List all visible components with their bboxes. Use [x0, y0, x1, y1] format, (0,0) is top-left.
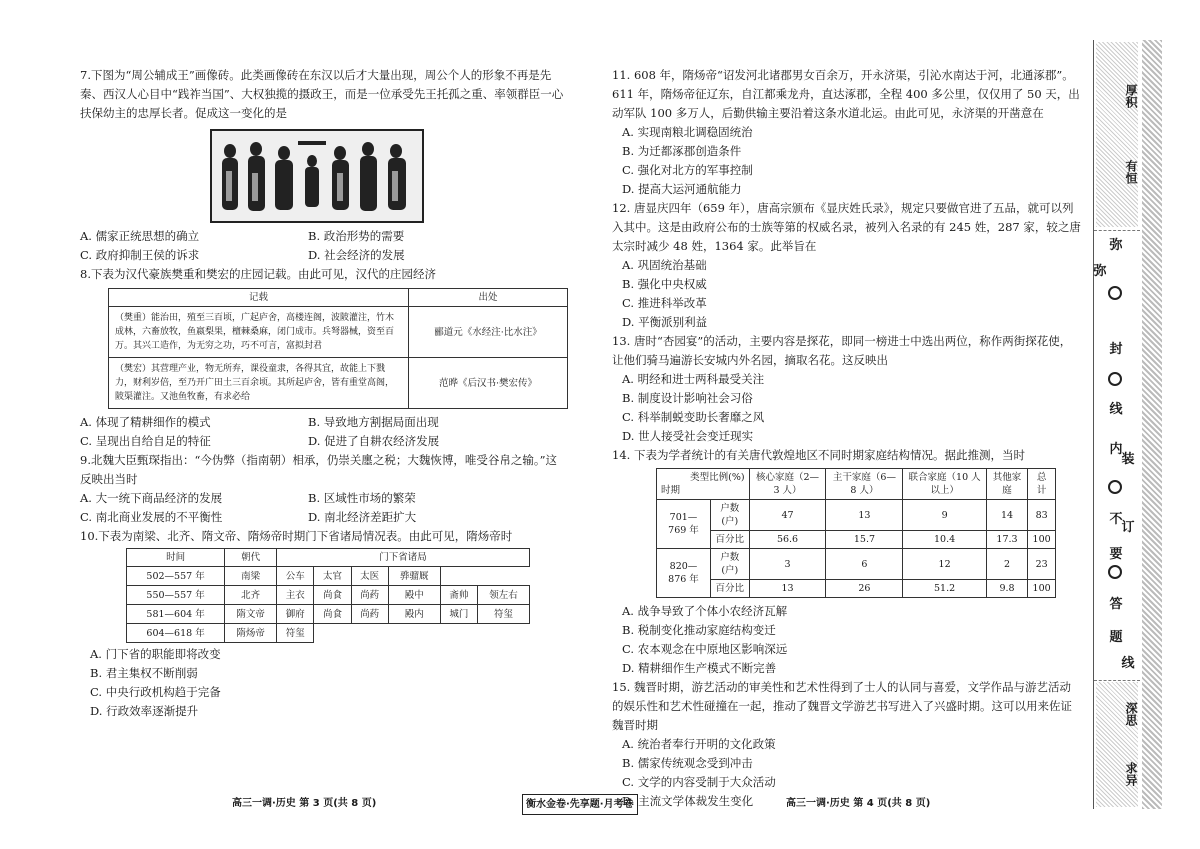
table-cell: 83 [1028, 500, 1056, 531]
question-9 [80, 451, 568, 527]
table-cell: 公车 [277, 567, 314, 586]
table-cell: 百分比 [710, 580, 749, 598]
table-cell [351, 624, 388, 643]
question-7 [80, 66, 568, 265]
table-cell [477, 624, 529, 643]
question-13 [612, 332, 1082, 446]
footer-right-page: 高三一调·历史 第 4 页(共 8 页) [786, 798, 931, 809]
question-15 [612, 678, 1082, 811]
q8-row1-text: （樊重）能治田，殖至三百顷，广起庐舍，高楼连阁，波陂灌注，竹木成林，六畜放牧，鱼嬴梨果，檀棘桑麻，闭门成市。兵弩器械，资至百万。其兴工造作，为无穷之功，巧不可言，富拟封君 [109, 307, 409, 358]
q12-option-d: D. 平衡派别利益 [622, 315, 708, 329]
seal-char-1: 弥 [1093, 264, 1107, 279]
q10-header-dynasty: 朝代 [225, 549, 277, 567]
q14-header-stem: 主干家庭（6—8 人） [826, 469, 903, 500]
q14-header-total: 总计 [1028, 469, 1056, 500]
table-row [657, 580, 1056, 598]
seal-sidebar [1093, 40, 1139, 809]
q14-header-nuclear: 核心家庭（2—3 人） [749, 469, 826, 500]
q10-option-b: B. 君主集权不断削弱 [90, 666, 198, 680]
table-cell: 城门 [440, 605, 477, 624]
table-cell [477, 567, 529, 586]
q14-corner [657, 469, 750, 500]
q11-option-c: C. 强化对北方的军事控制 [622, 163, 753, 177]
q12-option-a: A. 巩固统治基础 [622, 258, 707, 272]
table-cell: 14 [986, 500, 1027, 531]
q14-stem: 14. 下表为学者统计的有关唐代敦煌地区不同时期家庭结构情况。据此推测，当时 [612, 448, 1025, 462]
bind-char-ding: 订 [1121, 520, 1135, 535]
q8-stem: 8.下表为汉代豪族樊重和樊宏的庄园记载。由此可见，汉代的庄园经济 [80, 267, 436, 281]
sidebar-label-youheng: 有恒 [1124, 160, 1138, 184]
q7-option-d: D. 社会经济的发展 [308, 248, 405, 262]
seal-char-7: 答 [1109, 597, 1123, 612]
q14-corner-bottom: 时期 [661, 485, 681, 496]
q12-option-c: C. 推进科举改革 [622, 296, 707, 310]
figures-illustration [212, 131, 422, 221]
q9-option-b: B. 区域性市场的繁荣 [308, 491, 416, 505]
table-cell [440, 624, 477, 643]
q8-row2-text: （樊宏）其营理产业，物无所弃，课役童隶，各得其宜，故能上下戮力，财利岁倍，至乃开广田土三百余顷。其所起庐舍，皆有重堂高阁，陂渠灌注。又池鱼牧畜，有求必给 [109, 358, 409, 409]
q14-header-other: 其他家庭 [986, 469, 1027, 500]
table-cell: 26 [826, 580, 903, 598]
table-cell: 6 [826, 549, 903, 580]
table-cell [314, 624, 351, 643]
q7-option-a: A. 儒家正统思想的确立 [80, 229, 200, 243]
binding-hole-circle [1108, 565, 1122, 579]
q10-option-c: C. 中央行政机构趋于完备 [90, 685, 221, 699]
q13-option-c: C. 科举制蜕变助长奢靡之风 [622, 410, 765, 424]
question-10 [80, 527, 568, 721]
table-cell: 骅骝厩 [388, 567, 440, 586]
table-cell: 尚药 [351, 605, 388, 624]
table-cell: 太医 [351, 567, 388, 586]
table-cell: 13 [749, 580, 826, 598]
seal-char-3: 线 [1109, 402, 1123, 417]
sidebar-bottom-shade [1096, 682, 1138, 807]
table-cell: 3 [749, 549, 826, 580]
q9-option-d: D. 南北经济差距扩大 [308, 510, 417, 524]
binding-hole-circle [1108, 480, 1122, 494]
table-cell [388, 624, 440, 643]
table-cell: 尚药 [351, 586, 388, 605]
table-cell: 百分比 [710, 531, 749, 549]
q7-option-b: B. 政治形势的需要 [308, 229, 405, 243]
q13-option-b: B. 制度设计影响社会习俗 [622, 391, 753, 405]
q14-option-d: D. 精耕细作生产模式不断完善 [622, 661, 777, 675]
table-row [127, 567, 530, 586]
q8-table [108, 288, 568, 409]
table-cell: 北齐 [225, 586, 277, 605]
bind-char-xian: 线 [1121, 656, 1135, 671]
seal-char-6: 要 [1109, 547, 1123, 562]
q12-stem: 12. 唐显庆四年（659 年），唐高宗颁布《显庆姓氏录》，规定只要做官进了五品，就可以列入其中。这是由政府公布的士族等第的权威名录，被列入名录的有 245 姓，287 家，较之唐太宗时减少 48 姓，1364 家。此举旨在 [612, 201, 1081, 253]
seal-char-2: 封 [1109, 342, 1123, 357]
table-cell [440, 567, 477, 586]
footer-left-page: 高三一调·历史 第 3 页(共 8 页) [232, 798, 377, 809]
table-cell: 15.7 [826, 531, 903, 549]
footer-center-brand: 衡水金卷·先享题·月考卷 [522, 794, 638, 815]
table-cell: 17.3 [986, 531, 1027, 549]
q15-option-b: B. 儒家传统观念受到冲击 [622, 756, 753, 770]
q10-option-d: D. 行政效率逐渐提升 [90, 704, 199, 718]
q9-stem: 9.北魏大臣甄琛指出：“今伪弊（指南朝）相承，仍崇关廛之税；大魏恢博，唯受谷帛之输。”这反映出当时 [80, 453, 557, 486]
q8-option-c: C. 呈现出自给自足的特征 [80, 434, 211, 448]
table-cell: 尚食 [314, 586, 351, 605]
q7-option-c: C. 政府抑制王侯的诉求 [80, 248, 200, 262]
question-14 [612, 446, 1082, 678]
divider [1094, 230, 1140, 231]
table-cell: 隋文帝 [225, 605, 277, 624]
q11-option-d: D. 提高大运河通航能力 [622, 182, 742, 196]
table-cell: 9 [903, 500, 986, 531]
q8-header-source: 出处 [409, 289, 568, 307]
left-column [80, 66, 568, 721]
table-row [127, 586, 530, 605]
table-cell: 御府 [277, 605, 314, 624]
table-cell: 581—604 年 [127, 605, 225, 624]
q15-option-a: A. 统治者奉行开明的文化政策 [622, 737, 776, 751]
q10-option-a: A. 门下省的职能即将改变 [90, 647, 221, 661]
table-cell: 隋炀帝 [225, 624, 277, 643]
table-cell: 尚食 [314, 605, 351, 624]
q8-option-b: B. 导致地方割据局面出现 [308, 415, 439, 429]
sidebar-label-shensi: 深思 [1124, 702, 1138, 726]
q14-corner-top: 类型比例(%) [690, 472, 745, 483]
table-cell: 47 [749, 500, 826, 531]
right-column [612, 66, 1082, 811]
table-cell: 太官 [314, 567, 351, 586]
q10-header-time: 时间 [127, 549, 225, 567]
q10-table [126, 548, 530, 643]
q8-header-record: 记载 [109, 289, 409, 307]
q15-option-c: C. 文学的内容受制于大众活动 [622, 775, 776, 789]
hatched-edge-band [1142, 40, 1162, 809]
table-cell: 13 [826, 500, 903, 531]
q10-stem: 10.下表为南梁、北齐、隋文帝、隋炀帝时期门下省诸局情况表。由此可见，隋炀帝时 [80, 529, 513, 543]
seal-char-4: 内 [1109, 442, 1123, 457]
table-cell: 斋帅 [440, 586, 477, 605]
table-cell: 殿中 [388, 586, 440, 605]
table-cell: 502—557 年 [127, 567, 225, 586]
seal-char-5: 不 [1109, 512, 1123, 527]
seal-char-8: 题 [1109, 630, 1123, 645]
question-8 [80, 265, 568, 451]
table-cell: 2 [986, 549, 1027, 580]
table-cell: 南梁 [225, 567, 277, 586]
table-cell: 领左右 [477, 586, 529, 605]
q15-stem: 15. 魏晋时期，游艺活动的审美性和艺术性得到了士人的认同与喜爱，文学作品与游艺活动的娱乐性和艺术性碰撞在一起，推动了魏晋文学游艺书写进入了兴盛时期。这可以用来佐证魏晋时期 [612, 680, 1072, 732]
q11-option-a: A. 实现南粮北调稳固统治 [622, 125, 753, 139]
table-cell: 10.4 [903, 531, 986, 549]
table-row [657, 549, 1056, 580]
q14-option-a: A. 战争导致了个体小农经济瓦解 [622, 604, 788, 618]
binding-hole-circle [1108, 286, 1122, 300]
q8-option-d: D. 促进了自耕农经济发展 [308, 434, 440, 448]
table-cell: 56.6 [749, 531, 826, 549]
table-cell: 23 [1028, 549, 1056, 580]
sidebar-top-shade [1096, 42, 1138, 227]
q9-option-c: C. 南北商业发展的不平衡性 [80, 510, 223, 524]
binding-hole-circle [1108, 372, 1122, 386]
q14-table [656, 468, 1056, 598]
table-cell: 符玺 [277, 624, 314, 643]
divider [1094, 680, 1140, 681]
table-row [109, 358, 568, 409]
portrait-brick-image [210, 129, 424, 223]
table-cell: 符玺 [477, 605, 529, 624]
q14-period-2: 820—876 年 [657, 549, 711, 598]
table-cell: 550—557 年 [127, 586, 225, 605]
q7-stem: 7.下图为“周公辅成王”画像砖。此类画像砖在东汉以后才大量出现，周公个人的形象不再是先秦、西汉人心目中“践祚当国”、大权独揽的摄政王，而是一位承受先王托孤之重、率领群臣一心扶保幼主的忠厚长者。促成这一变化的是 [80, 68, 564, 120]
seal-char-mi-top: 弥 [1109, 238, 1123, 253]
q8-option-a: A. 体现了精耕细作的模式 [80, 415, 211, 429]
q12-option-b: B. 强化中央权威 [622, 277, 707, 291]
question-11 [612, 66, 1082, 199]
table-cell: 主衣 [277, 586, 314, 605]
table-cell: 12 [903, 549, 986, 580]
q14-header-joint: 联合家庭（10 人以上） [903, 469, 986, 500]
table-row [109, 307, 568, 358]
table-cell: 户数(户) [710, 549, 749, 580]
table-cell: 604—618 年 [127, 624, 225, 643]
table-cell: 9.8 [986, 580, 1027, 598]
q15-option-d: D. 主流文学体裁发生变化 [622, 794, 754, 808]
q13-option-a: A. 明经和进士两科最受关注 [622, 372, 765, 386]
table-row [657, 500, 1056, 531]
sidebar-label-houji: 厚积 [1124, 84, 1138, 108]
table-row [127, 624, 530, 643]
table-cell: 殿内 [388, 605, 440, 624]
q8-row2-source: 范晔《后汉书·樊宏传》 [409, 358, 568, 409]
bind-char-zhuang: 装 [1121, 452, 1135, 467]
q14-period-1: 701—769 年 [657, 500, 711, 549]
q13-option-d: D. 世人接受社会变迁现实 [622, 429, 754, 443]
q11-option-b: B. 为迁都涿郡创造条件 [622, 144, 742, 158]
table-cell: 户数(户) [710, 500, 749, 531]
q14-option-b: B. 税制变化推动家庭结构变迁 [622, 623, 776, 637]
q10-header-bureaus: 门下省诸局 [277, 549, 530, 567]
q11-stem: 11. 608 年，隋炀帝“诏发河北诸郡男女百余万，开永济渠，引沁水南达于河，北通涿郡”。611 年，隋炀帝征辽东，自江都乘龙舟，直达涿郡，全程 400 多公里，仅仅用了 50 天，出动军队 100 多万人，后勤供输主要沿着这条水道北运。由此可见，永济渠的开凿意在 [612, 68, 1080, 120]
table-row [657, 531, 1056, 549]
question-12 [612, 199, 1082, 332]
table-row [127, 605, 530, 624]
q9-option-a: A. 大一统下商品经济的发展 [80, 491, 223, 505]
sidebar-label-qiuyi: 求异 [1124, 762, 1138, 786]
table-cell: 100 [1028, 580, 1056, 598]
q13-stem: 13. 唐时“杏园宴”的活动，主要内容是探花，即同一榜进士中选出两位，称作两街探花使，让他们骑马遍游长安城内外名园，摘取名花。这反映出 [612, 334, 1072, 367]
q14-option-c: C. 农本观念在中原地区影响深远 [622, 642, 788, 656]
table-cell: 51.2 [903, 580, 986, 598]
q8-row1-source: 郦道元《水经注·比水注》 [409, 307, 568, 358]
table-cell: 100 [1028, 531, 1056, 549]
